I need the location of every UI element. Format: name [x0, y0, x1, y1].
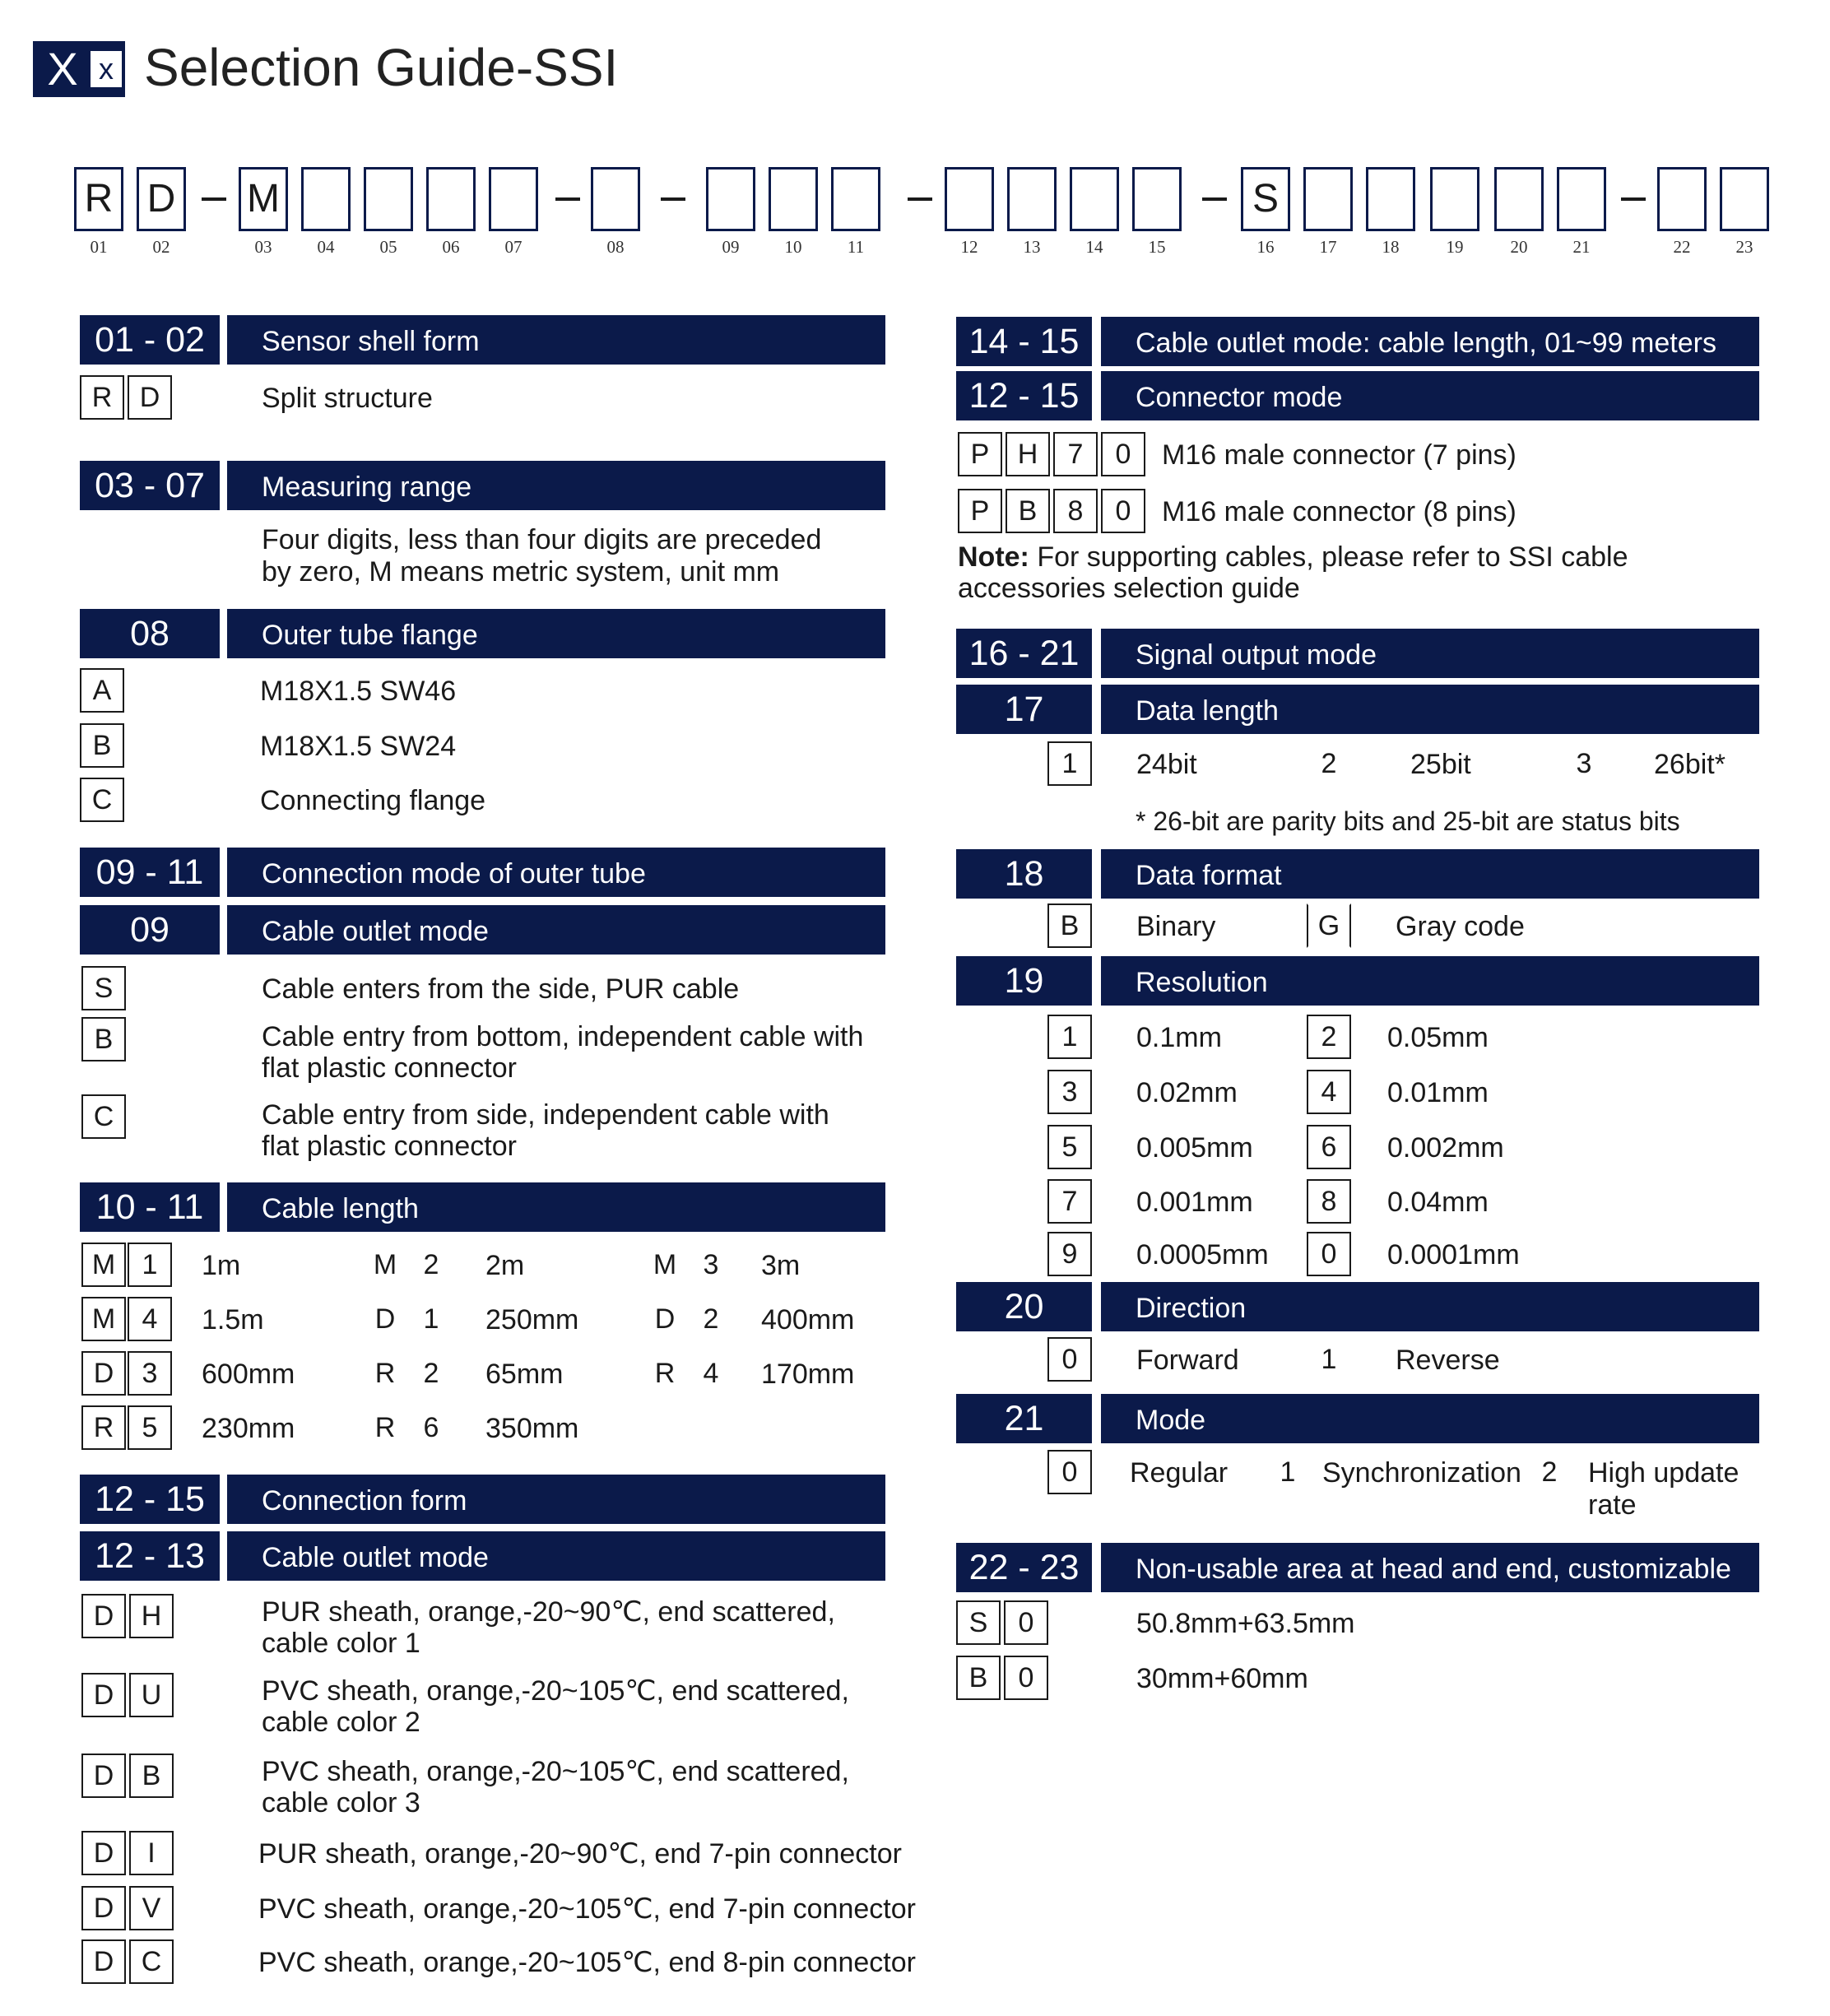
option-value: 230mm — [202, 1413, 295, 1444]
option-value: 0.002mm — [1387, 1132, 1504, 1164]
section-number: 12 - 15 — [80, 1475, 220, 1524]
code-slot — [301, 167, 351, 231]
code-slot-number: 15 — [1148, 237, 1166, 257]
option-description: PUR sheath, orange,-20~90℃, end 7-pin connector — [258, 1838, 902, 1870]
code-box: D — [81, 1673, 126, 1717]
section-title: Outer tube flange — [227, 609, 885, 658]
option-description: cable color 2 — [262, 1707, 420, 1738]
code-box: 1 — [1047, 741, 1092, 786]
section-title: Non-usable area at head and end, customizable — [1101, 1543, 1759, 1592]
option-value: 600mm — [202, 1359, 295, 1390]
option-description: by zero, M means metric system, unit mm — [262, 556, 780, 588]
code-slot-number: 13 — [1023, 237, 1041, 257]
option-description: PUR sheath, orange,-20~90℃, end scattered, — [262, 1596, 835, 1628]
section-title: Cable outlet mode: cable length, 01~99 meters — [1101, 317, 1759, 366]
code-box: D — [81, 1831, 126, 1875]
code-box: 0 — [1004, 1656, 1048, 1700]
code-box: 0 — [1047, 1450, 1092, 1494]
option-description: PVC sheath, orange,-20~105℃, end scattered, — [262, 1756, 849, 1787]
code-slot: S — [1241, 167, 1290, 231]
code-box: C — [129, 1939, 174, 1984]
code-box: B — [129, 1754, 174, 1798]
code-box: M — [643, 1243, 687, 1287]
separator-dash — [1621, 197, 1646, 201]
separator-dash — [202, 197, 226, 201]
code-box: 8 — [1307, 1179, 1351, 1224]
code-slot-number: 05 — [379, 237, 397, 257]
code-slot-number: 23 — [1735, 237, 1753, 257]
option-value: 24bit — [1136, 749, 1197, 780]
option-value: 0.005mm — [1136, 1132, 1253, 1164]
code-slot — [364, 167, 413, 231]
separator-dash — [555, 197, 580, 201]
option-value: 0.001mm — [1136, 1187, 1253, 1218]
section-title: Connection form — [227, 1475, 885, 1524]
code-box: 1 — [1266, 1450, 1310, 1494]
section-title: Mode — [1101, 1394, 1759, 1443]
code-slot: D — [137, 167, 186, 231]
code-slot — [426, 167, 476, 231]
code-box: 8 — [1053, 489, 1098, 533]
section-number: 12 - 15 — [956, 371, 1092, 420]
code-slot — [489, 167, 538, 231]
section-title: Measuring range — [227, 461, 885, 510]
option-value: 65mm — [485, 1359, 564, 1390]
code-slot-number: 12 — [960, 237, 978, 257]
section-title: Resolution — [1101, 956, 1759, 1006]
option-value: 0.0005mm — [1136, 1239, 1269, 1270]
code-box: 6 — [409, 1405, 453, 1450]
code-box: R — [643, 1351, 687, 1396]
option-value: 30mm+60mm — [1136, 1663, 1308, 1694]
code-slot — [1007, 167, 1057, 231]
code-box: B — [1006, 489, 1050, 533]
option-value: 0.0001mm — [1387, 1239, 1520, 1270]
code-box: 9 — [1047, 1232, 1092, 1276]
option-value: 0.04mm — [1387, 1187, 1489, 1218]
code-box: G — [1307, 903, 1351, 948]
code-box: 2 — [409, 1351, 453, 1396]
code-slot-number: 04 — [317, 237, 335, 257]
option-description: Cable enters from the side, PUR cable — [262, 973, 740, 1005]
code-box: M — [363, 1243, 407, 1287]
code-slot — [831, 167, 880, 231]
code-slot — [1366, 167, 1415, 231]
option-value: 400mm — [761, 1304, 855, 1335]
code-slot-number: 10 — [784, 237, 802, 257]
code-slot-number: 09 — [722, 237, 740, 257]
code-box: D — [363, 1297, 407, 1341]
brand-logo — [33, 41, 125, 97]
option-description: Connecting flange — [260, 785, 486, 816]
section-title: Sensor shell form — [227, 315, 885, 365]
code-slot — [1070, 167, 1119, 231]
section-number: 20 — [956, 1282, 1092, 1331]
section-number: 16 - 21 — [956, 629, 1092, 678]
code-box: P — [958, 489, 1002, 533]
option-description: Cable entry from bottom, independent cable with — [262, 1021, 864, 1052]
option-description: PVC sheath, orange,-20~105℃, end 8-pin connector — [258, 1947, 916, 1978]
option-value: 50.8mm+63.5mm — [1136, 1608, 1355, 1639]
option-value: Forward — [1136, 1345, 1239, 1376]
option-description: Split structure — [262, 383, 433, 414]
option-value: 1.5m — [202, 1304, 264, 1335]
section-title: Cable length — [227, 1182, 885, 1232]
code-box: 1 — [409, 1297, 453, 1341]
code-box: 5 — [128, 1405, 172, 1450]
note-text: For supporting cables, please refer to SSI cable — [1029, 541, 1628, 573]
option-value: Gray code — [1396, 911, 1525, 942]
option-value: Synchronization — [1322, 1457, 1521, 1489]
option-value: 0.1mm — [1136, 1022, 1222, 1053]
option-value: 3m — [761, 1250, 801, 1281]
section-title: Connector mode — [1101, 371, 1759, 420]
option-value: 0.02mm — [1136, 1077, 1238, 1108]
separator-dash — [1202, 197, 1227, 201]
option-description: cable color 3 — [262, 1787, 420, 1819]
code-box: 4 — [128, 1297, 172, 1341]
note — [958, 541, 1628, 574]
option-description: M18X1.5 SW24 — [260, 731, 457, 762]
code-slot — [1132, 167, 1182, 231]
code-box: 1 — [1307, 1337, 1351, 1382]
code-box: H — [1006, 432, 1050, 476]
code-box: D — [81, 1939, 126, 1984]
code-box: S — [81, 966, 126, 1010]
code-slot-number: 07 — [504, 237, 523, 257]
option-description: M16 male connector (7 pins) — [1162, 439, 1516, 471]
code-slot-number: 18 — [1382, 237, 1400, 257]
code-box: U — [129, 1673, 174, 1717]
code-box: H — [129, 1594, 174, 1638]
section-number: 21 — [956, 1394, 1092, 1443]
code-box: 2 — [1307, 741, 1351, 786]
code-slot-number: 16 — [1256, 237, 1275, 257]
code-box: A — [80, 668, 124, 713]
code-slot — [1657, 167, 1707, 231]
code-box: B — [1047, 903, 1092, 948]
option-description: flat plastic connector — [262, 1131, 517, 1162]
code-box: 0 — [1101, 489, 1145, 533]
section-number: 22 - 23 — [956, 1543, 1092, 1592]
section-number: 09 — [80, 905, 220, 955]
logo-big-x: X — [47, 43, 78, 95]
page-title: Selection Guide-SSI — [144, 38, 619, 97]
separator-dash — [661, 197, 685, 201]
code-box: 1 — [1047, 1015, 1092, 1059]
code-slot — [1303, 167, 1353, 231]
section-title: Cable outlet mode — [227, 905, 885, 955]
code-slot — [1557, 167, 1606, 231]
code-slot-number: 06 — [442, 237, 460, 257]
code-slot-number: 21 — [1572, 237, 1591, 257]
code-box: 3 — [1047, 1070, 1092, 1114]
code-slot-number: 03 — [254, 237, 272, 257]
code-slot-number: 20 — [1510, 237, 1528, 257]
code-slot — [591, 167, 640, 231]
code-box: V — [129, 1886, 174, 1930]
option-value: Reverse — [1396, 1345, 1500, 1376]
option-value: 2m — [485, 1250, 525, 1281]
section-title: Data length — [1101, 685, 1759, 734]
code-box: S — [956, 1600, 1001, 1645]
code-box: 6 — [1307, 1125, 1351, 1169]
code-slot — [1430, 167, 1479, 231]
code-slot-number: 22 — [1673, 237, 1691, 257]
code-box: C — [80, 778, 124, 822]
note-label: Note: — [958, 541, 1029, 573]
option-description: M16 male connector (8 pins) — [1162, 496, 1516, 527]
code-slot — [1720, 167, 1769, 231]
code-box: 2 — [409, 1243, 453, 1287]
section-number: 12 - 13 — [80, 1531, 220, 1581]
code-box: 7 — [1053, 432, 1098, 476]
code-box: D — [81, 1754, 126, 1798]
code-box: B — [81, 1017, 126, 1061]
code-box: 4 — [1307, 1070, 1351, 1114]
option-value: rate — [1588, 1489, 1637, 1521]
option-value: High update — [1588, 1457, 1739, 1489]
code-box: M — [81, 1297, 126, 1341]
section-number: 03 - 07 — [80, 461, 220, 510]
option-value: 0.01mm — [1387, 1077, 1489, 1108]
code-box: D — [81, 1351, 126, 1396]
code-box: D — [643, 1297, 687, 1341]
code-slot-number: 17 — [1319, 237, 1337, 257]
section-title: Direction — [1101, 1282, 1759, 1331]
code-box: D — [81, 1886, 126, 1930]
code-box: 4 — [689, 1351, 733, 1396]
option-value: 350mm — [485, 1413, 579, 1444]
code-box: D — [128, 375, 172, 420]
section-title: Connection mode of outer tube — [227, 848, 885, 897]
section-number: 19 — [956, 956, 1092, 1006]
option-value: Binary — [1136, 911, 1216, 942]
code-slot: R — [74, 167, 123, 231]
code-box: 3 — [128, 1351, 172, 1396]
code-box: R — [363, 1405, 407, 1450]
code-slot-number: 14 — [1085, 237, 1103, 257]
option-value: 25bit — [1410, 749, 1471, 780]
code-box: 5 — [1047, 1125, 1092, 1169]
section-number: 08 — [80, 609, 220, 658]
code-slot-number: 19 — [1446, 237, 1464, 257]
code-box: 0 — [1101, 432, 1145, 476]
option-description: M18X1.5 SW46 — [260, 676, 457, 707]
footnote: * 26-bit are parity bits and 25-bit are status bits — [1136, 806, 1680, 836]
code-box: R — [363, 1351, 407, 1396]
section-number: 09 - 11 — [80, 848, 220, 897]
option-description: Four digits, less than four digits are preceded — [262, 524, 822, 555]
code-box: R — [80, 375, 124, 420]
code-box: 0 — [1004, 1600, 1048, 1645]
code-box: 0 — [1307, 1232, 1351, 1276]
option-description: Cable entry from side, independent cable with — [262, 1099, 829, 1131]
note-text: accessories selection guide — [958, 573, 1300, 604]
option-description: PVC sheath, orange,-20~105℃, end scattered, — [262, 1675, 849, 1707]
option-description: flat plastic connector — [262, 1052, 517, 1084]
option-value: 170mm — [761, 1359, 855, 1390]
code-box: 2 — [689, 1297, 733, 1341]
code-slot: M — [239, 167, 288, 231]
code-slot — [769, 167, 818, 231]
code-box: R — [81, 1405, 126, 1450]
code-slot-number: 01 — [90, 237, 108, 257]
code-slot — [945, 167, 994, 231]
section-number: 01 - 02 — [80, 315, 220, 365]
code-box: 3 — [1562, 741, 1606, 786]
code-box: D — [81, 1594, 126, 1638]
option-value: 250mm — [485, 1304, 579, 1335]
code-box: 1 — [128, 1243, 172, 1287]
section-number: 17 — [956, 685, 1092, 734]
code-box: 7 — [1047, 1179, 1092, 1224]
option-value: 26bit* — [1654, 749, 1725, 780]
section-title: Data format — [1101, 849, 1759, 899]
code-box: I — [129, 1831, 174, 1875]
section-title: Signal output mode — [1101, 629, 1759, 678]
code-slot — [1494, 167, 1544, 231]
option-value: 1m — [202, 1250, 241, 1281]
option-description: cable color 1 — [262, 1628, 420, 1659]
option-value: 0.05mm — [1387, 1022, 1489, 1053]
code-box: 2 — [1307, 1015, 1351, 1059]
code-slot-number: 11 — [847, 237, 865, 257]
code-box: C — [81, 1094, 126, 1139]
separator-dash — [908, 197, 932, 201]
code-slot-number: 02 — [152, 237, 170, 257]
section-number: 14 - 15 — [956, 317, 1092, 366]
code-box: 2 — [1527, 1450, 1572, 1494]
code-box: P — [958, 432, 1002, 476]
option-value: Regular — [1130, 1457, 1229, 1489]
section-number: 10 - 11 — [80, 1182, 220, 1232]
code-box: B — [80, 723, 124, 768]
code-box: M — [81, 1243, 126, 1287]
section-number: 18 — [956, 849, 1092, 899]
code-box: 3 — [689, 1243, 733, 1287]
code-slot-number: 08 — [606, 237, 625, 257]
code-slot — [706, 167, 755, 231]
section-title: Cable outlet mode — [227, 1531, 885, 1581]
code-box: B — [956, 1656, 1001, 1700]
option-description: PVC sheath, orange,-20~105℃, end 7-pin connector — [258, 1893, 916, 1925]
code-box: 0 — [1047, 1337, 1092, 1382]
logo-small-x: x — [91, 51, 122, 87]
